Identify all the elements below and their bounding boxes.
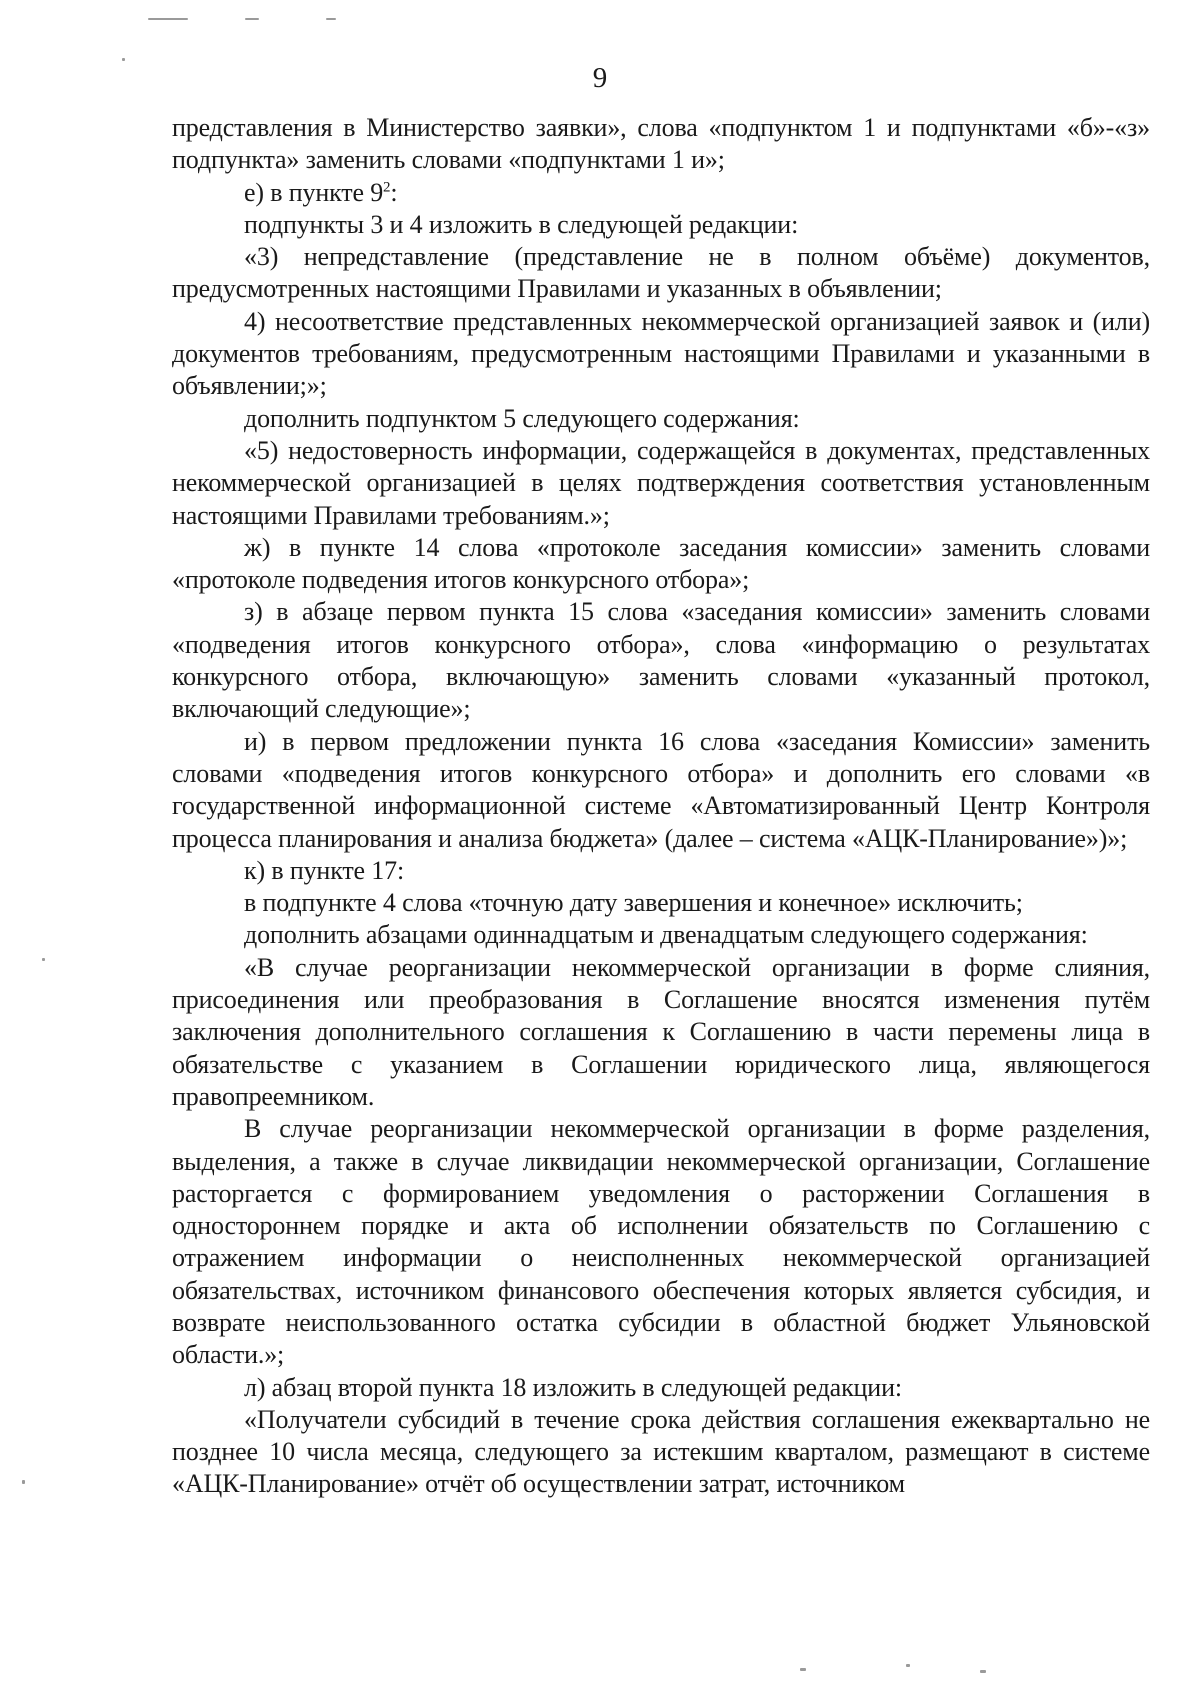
paragraph-text: : — [390, 177, 398, 207]
paragraph: л) абзац второй пункта 18 изложить в следующей редакции: — [244, 1372, 902, 1402]
paragraph: дополнить подпунктом 5 следующего содержания: — [244, 403, 800, 433]
scan-artifact — [326, 18, 336, 20]
superscript: 2 — [383, 178, 391, 195]
paragraph: подпункты 3 и 4 изложить в следующей редакции: — [244, 209, 799, 239]
paragraph: к) в пункте 17: — [244, 855, 405, 885]
paragraph: «3) непредставление (представление не в полном объёме) документов, предусмотренных настоящими Правилами и указанных в объявлении; — [172, 242, 1150, 304]
paragraph — [172, 177, 1150, 209]
paragraph: представления в Министерство заявки», слова «подпунктом 1 и подпунктами «б»-«з» подпункта» заменить словами «подпунктами 1 и»; — [172, 113, 1150, 175]
paragraph: ж) в пункте 14 слова «протоколе заседания комиссии» заменить словами «протоколе подведения итогов конкурсного отбора»; — [172, 532, 1150, 595]
paragraph-text: е) в пункте 9 — [244, 177, 384, 207]
paragraph: «5) недостоверность информации, содержащейся в документах, представленных некоммерческой организацией в целях подтверждения соответствия установленным настоящими Правилами требованиям.»; — [172, 435, 1150, 530]
paragraph: в подпункте 4 слова «точную дату завершения и конечное» исключить; — [244, 888, 1023, 918]
paragraph: и) в первом предложении пункта 16 слова «заседания Комиссии» заменить словами «подведения итогов конкурсного отбора» и дополнить его словами «в государственной информационной системе «Автоматизированный Центр Контроля процесса планирования и анализа бюджета» (далее – система «АЦК-Планирование»)»; — [172, 726, 1150, 853]
scan-artifact — [906, 1664, 910, 1667]
scan-artifact — [22, 1480, 25, 1484]
scan-artifact — [980, 1670, 986, 1673]
scan-artifact — [148, 18, 188, 20]
scan-artifact — [245, 18, 259, 20]
paragraph: «В случае реорганизации некоммерческой организации в форме слияния, присоединения или преобразования в Соглашение вносятся изменения путём заключения дополнительного соглашения к Соглашению в части перемены лица в обязательстве с указанием в Соглашении юридического лица, являющегося правопреемником. — [172, 952, 1150, 1111]
paragraph: «Получатели субсидий в течение срока действия соглашения ежеквартально не позднее 10 числа месяца, следующего за истекшим кварталом, размещают в системе «АЦК-Планирование» отчёт об осуществлении затрат, источником — [172, 1404, 1150, 1499]
scan-artifact — [42, 958, 45, 961]
document-body — [172, 112, 1150, 1501]
scan-artifact — [800, 1668, 806, 1671]
paragraph: з) в абзаце первом пункта 15 слова «заседания комиссии» заменить словами «подведения итогов конкурсного отбора», слова «информацию о результатах конкурсного отбора, включающую» заменить словами «указанный протокол, включающий следующие»; — [172, 597, 1150, 724]
paragraph: дополнить абзацами одиннадцатым и двенадцатым следующего содержания: — [244, 920, 1088, 950]
paragraph: В случае реорганизации некоммерческой организации в форме разделения, выделения, а также в случае ликвидации некоммерческой организации, Соглашение расторгается с формированием уведомления о расторжении Соглашения в одностороннем порядке и акта об исполнении обязательств по Соглашению с отражением информации о неисполненных некоммерческой организацией обязательствах, источником финансового обеспечения которых является субсидия, и возврате неиспользованного остатка субсидии в областной бюджет Ульяновской области.»; — [172, 1114, 1150, 1370]
page-number: 9 — [592, 62, 608, 94]
paragraph: 4) несоответствие представленных некоммерческой организацией заявок и (или) документов требованиям, предусмотренным настоящими Правилами и указанными в объявлении;»; — [172, 306, 1150, 401]
scan-artifact — [122, 58, 125, 61]
